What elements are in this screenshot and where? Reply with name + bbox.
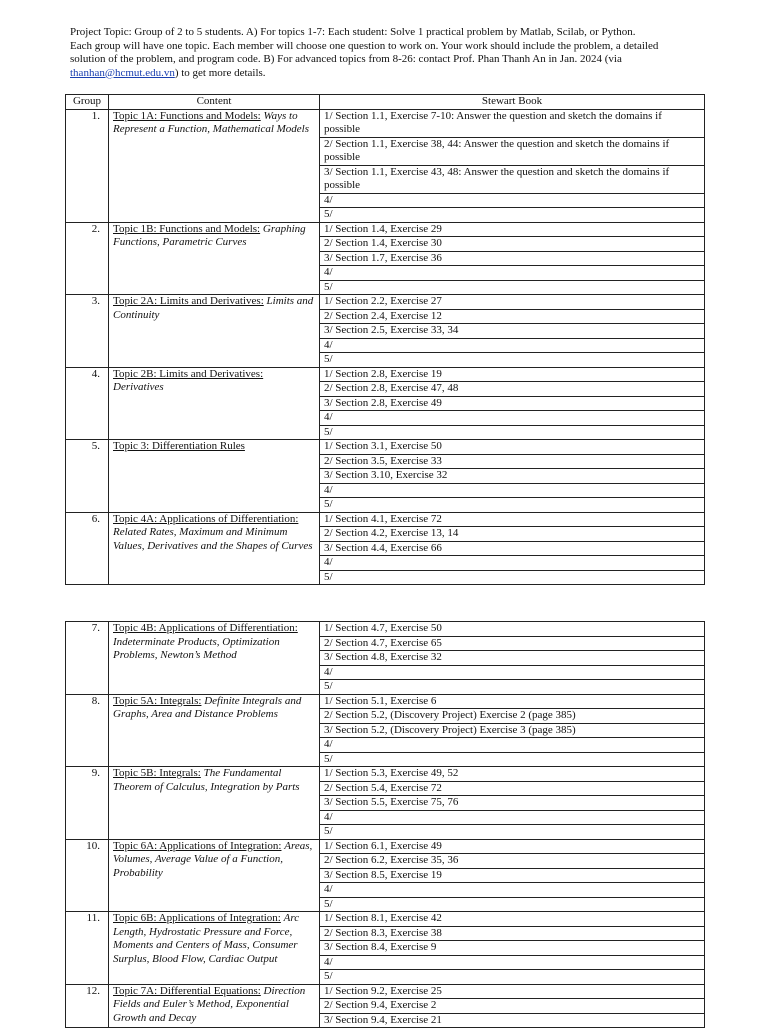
table-row xyxy=(66,984,705,999)
intro-text xyxy=(70,26,710,80)
intro-line-4 xyxy=(70,67,710,81)
topic-title: Topic 2A: Limits and Derivatives: xyxy=(113,295,264,307)
intro-line-3: solution of the problem, and program code. B) For advanced topics from 8-26: contact Prof. Phan Thanh An in Jan. 2024 (via xyxy=(70,53,622,65)
group-content xyxy=(109,767,320,840)
exercise-item: 4/ xyxy=(320,411,705,426)
exercise-item: 1/ Section 4.7, Exercise 50 xyxy=(320,622,705,637)
exercise-item: 5/ xyxy=(320,425,705,440)
topic-subtitle: Areas, Volumes, Average Value of a Function, Probability xyxy=(113,839,313,879)
exercise-item: 3/ Section 8.4, Exercise 9 xyxy=(320,941,705,956)
exercise-item: 1/ Section 5.1, Exercise 6 xyxy=(320,694,705,709)
header-stewart-book: Stewart Book xyxy=(320,95,705,110)
exercise-item: 2/ Section 8.3, Exercise 38 xyxy=(320,926,705,941)
exercise-item: 2/ Section 6.2, Exercise 35, 36 xyxy=(320,854,705,869)
table-row xyxy=(66,440,705,455)
exercise-item: 2/ Section 3.5, Exercise 33 xyxy=(320,454,705,469)
table-row xyxy=(66,109,705,137)
topic-title: Topic 1B: Functions and Models: xyxy=(113,222,261,235)
topic-title: Topic 1A: Functions and Models: xyxy=(113,109,261,122)
exercise-item: 3/ Section 5.2, (Discovery Project) Exercise 3 (page 385) xyxy=(320,723,705,738)
exercise-item: 3/ Section 4.8, Exercise 32 xyxy=(320,651,705,666)
table-row xyxy=(66,367,705,382)
intro-line-4-tail: ) to get more details. xyxy=(174,66,266,79)
topic-title: Topic 3: Differentiation Rules xyxy=(113,440,245,452)
group-number: 2. xyxy=(66,222,109,295)
exercise-item: 1/ Section 3.1, Exercise 50 xyxy=(320,440,705,455)
exercise-item: 4/ xyxy=(320,955,705,970)
exercise-item: 3/ Section 8.5, Exercise 19 xyxy=(320,868,705,883)
group-number: 10. xyxy=(66,839,109,912)
topics-table-1 xyxy=(65,94,705,585)
group-content xyxy=(109,440,320,513)
exercise-item: 3/ Section 2.8, Exercise 49 xyxy=(320,396,705,411)
exercise-item: 1/ Section 5.3, Exercise 49, 52 xyxy=(320,767,705,782)
topic-subtitle: Derivatives xyxy=(113,381,164,393)
exercise-item: 3/ Section 9.4, Exercise 21 xyxy=(320,1013,705,1028)
exercise-item: 5/ xyxy=(320,897,705,912)
table-row xyxy=(66,912,705,927)
table-row xyxy=(66,767,705,782)
exercise-item: 3/ Section 4.4, Exercise 66 xyxy=(320,541,705,556)
exercise-item: 2/ Section 4.7, Exercise 65 xyxy=(320,636,705,651)
table-row xyxy=(66,512,705,527)
topic-title: Topic 7A: Differential Equations: xyxy=(113,984,261,997)
table-row xyxy=(66,222,705,237)
exercise-item: 3/ Section 3.10, Exercise 32 xyxy=(320,469,705,484)
topic-subtitle: Arc Length, Hydrostatic Pressure and Force, Moments and Centers of Mass, Consumer Surplus, Blood Flow, Cardiac Output xyxy=(113,912,300,965)
exercise-item: 2/ Section 5.4, Exercise 72 xyxy=(320,781,705,796)
table-header-row xyxy=(66,95,705,110)
group-content xyxy=(109,984,320,1028)
group-number: 12. xyxy=(66,984,109,1028)
exercise-item: 5/ xyxy=(320,570,705,585)
email-link[interactable]: thanhan@hcmut.edu.vn xyxy=(70,66,175,79)
topic-title: Topic 5B: Integrals: xyxy=(113,767,201,779)
topic-subtitle: The Fundamental Theorem of Calculus, Integration by Parts xyxy=(113,767,300,793)
exercise-item: 3/ Section 5.5, Exercise 75, 76 xyxy=(320,796,705,811)
exercise-item: 4/ xyxy=(320,193,705,208)
exercise-item: 2/ Section 9.4, Exercise 2 xyxy=(320,999,705,1014)
intro-line-2: Each group will have one topic. Each member will choose one question to work on. Your work should include the problem, a detailed xyxy=(70,39,659,52)
intro-line-1: Project Topic: Group of 2 to 5 students. A) For topics 1-7: Each student: Solve 1 practical problem by Matlab, Scilab, or Python. xyxy=(70,26,636,38)
topic-subtitle: Definite Integrals and Graphs, Area and Distance Problems xyxy=(113,694,302,720)
group-content xyxy=(109,622,320,695)
exercise-item: 5/ xyxy=(320,825,705,840)
exercise-item: 4/ xyxy=(320,665,705,680)
exercise-item: 1/ Section 2.2, Exercise 27 xyxy=(320,295,705,310)
topic-subtitle: Direction Fields and Euler’s Method, Exponential Growth and Decay xyxy=(113,984,306,1024)
exercise-item: 4/ xyxy=(320,266,705,281)
group-number: 6. xyxy=(66,512,109,585)
topic-subtitle: Ways to Represent a Function, Mathematical Models xyxy=(113,109,310,135)
group-number: 11. xyxy=(66,912,109,985)
exercise-item: 1/ Section 9.2, Exercise 25 xyxy=(320,984,705,999)
group-number: 1. xyxy=(66,109,109,222)
exercise-item: 2/ Section 2.8, Exercise 47, 48 xyxy=(320,382,705,397)
exercise-item: 5/ xyxy=(320,498,705,513)
exercise-item: 2/ Section 2.4, Exercise 12 xyxy=(320,309,705,324)
group-number: 9. xyxy=(66,767,109,840)
table-row xyxy=(66,694,705,709)
topic-subtitle: Limits and Continuity xyxy=(113,295,314,321)
group-content xyxy=(109,109,320,222)
exercise-item: 5/ xyxy=(320,970,705,985)
group-content xyxy=(109,222,320,295)
exercise-item: 5/ xyxy=(320,353,705,368)
exercise-item: 2/ Section 4.2, Exercise 13, 14 xyxy=(320,527,705,542)
exercise-item: 2/ Section 1.1, Exercise 38, 44: Answer the question and sketch the domains if possible xyxy=(320,137,705,165)
topic-subtitle: Graphing Functions, Parametric Curves xyxy=(113,222,306,248)
table-row xyxy=(66,839,705,854)
exercise-item: 4/ xyxy=(320,738,705,753)
group-number: 7. xyxy=(66,622,109,695)
exercise-item: 4/ xyxy=(320,338,705,353)
topic-title: Topic 2B: Limits and Derivatives: xyxy=(113,367,264,380)
exercise-item: 1/ Section 6.1, Exercise 49 xyxy=(320,839,705,854)
exercise-item: 5/ xyxy=(320,680,705,695)
topic-subtitle: Related Rates, Maximum and Minimum Values, Derivatives and the Shapes of Curves xyxy=(113,526,313,552)
exercise-item: 4/ xyxy=(320,556,705,571)
group-content xyxy=(109,694,320,767)
table-row xyxy=(66,295,705,310)
exercise-item: 3/ Section 1.1, Exercise 43, 48: Answer the question and sketch the domains if possible xyxy=(320,165,705,193)
exercise-item: 5/ xyxy=(320,208,705,223)
table-row xyxy=(66,622,705,637)
topic-title: Topic 6A: Applications of Integration: xyxy=(113,839,282,852)
topic-title: Topic 4B: Applications of Differentiation: xyxy=(113,622,298,634)
exercise-item: 1/ Section 8.1, Exercise 42 xyxy=(320,912,705,927)
exercise-item: 1/ Section 2.8, Exercise 19 xyxy=(320,367,705,382)
exercise-item: 2/ Section 5.2, (Discovery Project) Exercise 2 (page 385) xyxy=(320,709,705,724)
group-number: 3. xyxy=(66,295,109,368)
group-content xyxy=(109,512,320,585)
topics-table-2 xyxy=(65,621,705,1028)
topic-title: Topic 6B: Applications of Integration: xyxy=(113,912,281,924)
group-number: 8. xyxy=(66,694,109,767)
topic-title: Topic 5A: Integrals: xyxy=(113,694,202,707)
header-content: Content xyxy=(109,95,320,110)
exercise-item: 2/ Section 1.4, Exercise 30 xyxy=(320,237,705,252)
exercise-item: 5/ xyxy=(320,280,705,295)
group-content xyxy=(109,295,320,368)
group-content xyxy=(109,839,320,912)
group-number: 5. xyxy=(66,440,109,513)
group-number: 4. xyxy=(66,367,109,440)
header-group: Group xyxy=(66,95,109,110)
exercise-item: 4/ xyxy=(320,810,705,825)
exercise-item: 4/ xyxy=(320,483,705,498)
exercise-item: 1/ Section 4.1, Exercise 72 xyxy=(320,512,705,527)
exercise-item: 1/ Section 1.4, Exercise 29 xyxy=(320,222,705,237)
exercise-item: 3/ Section 2.5, Exercise 33, 34 xyxy=(320,324,705,339)
exercise-item: 3/ Section 1.7, Exercise 36 xyxy=(320,251,705,266)
topic-subtitle: Indeterminate Products, Optimization Problems, Newton’s Method xyxy=(113,635,280,661)
exercise-item: 4/ xyxy=(320,883,705,898)
group-content xyxy=(109,912,320,985)
topic-title: Topic 4A: Applications of Differentiation: xyxy=(113,512,299,525)
group-content xyxy=(109,367,320,440)
exercise-item: 5/ xyxy=(320,752,705,767)
exercise-item: 1/ Section 1.1, Exercise 7-10: Answer the question and sketch the domains if possible xyxy=(320,109,705,137)
